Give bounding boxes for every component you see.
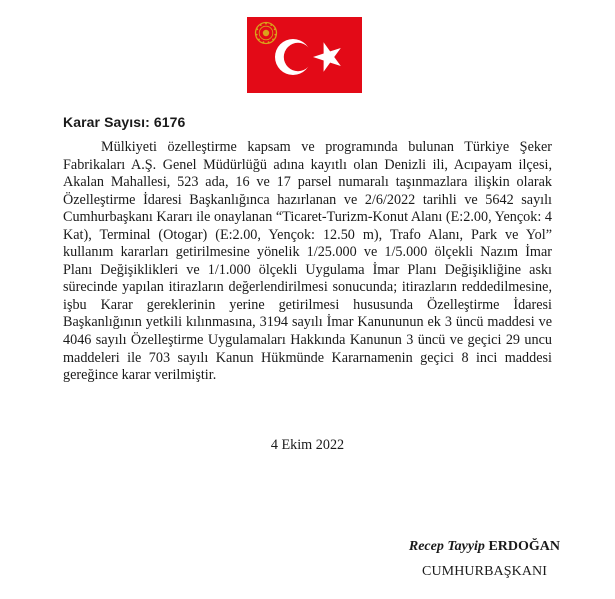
signer-name <box>330 539 560 555</box>
turkish-flag-icon <box>247 17 362 93</box>
signer-last-name: ERDOĞAN <box>488 539 560 554</box>
decree-body-paragraph: Mülkiyeti özelleştirme kapsam ve programında bulunan Türkiye Şeker Fabrikaları A.Ş. Genel Müdürlüğü adına kayıtlı olan Denizli ili, Acıpayam ilçesi, Akalan Mahallesi, 523 ada, 16 ve 17 parsel numaralı taşınmazlara ilişkin olarak Özelleştirme İdaresi Başkanlığınca hazırlanan ve 2/6/2022 tarihli ve 5642 sayılı Cumhurbaşkanı Kararı ile onaylanan “Ticaret-Turizm-Konut Alanı (E:2.00, Yençok: 4 Kat), Terminal (Otogar) (E:2.00, Yençok: 12.50 m), Trafo Alanı, Park ve Yol” kullanım kararları getirilmesine yönelik 1/25.000 ve 1/5.000 ölçekli Nazım İmar Planı Değişiklikleri ve 1/1.000 ölçekli Uygulama İmar Planı Değişikliğine askı sürecinde yapılan itirazların değerlendirilmesi sonucunda; itirazların reddedilmesine, işbu Karar gereklerinin yerine getirilmesi hususunda Özelleştirme İdaresi Başkanlığının yetkili kılınmasına, 3194 sayılı İmar Kanununun ek 3 üncü maddesi ve 4046 sayılı Özelleştirme Uygulamaları Hakkında Kanunun 3 üncü ve geçici 29 uncu maddeleri ile 703 sayılı Kanun Hükmünde Kararnamenin geçici 8 inci maddesi gereğince karar verilmiştir. <box>63 139 552 384</box>
decision-number: Karar Sayısı: 6176 <box>63 114 186 130</box>
signer-first-name: Recep Tayyip <box>408 539 485 554</box>
decree-date: 4 Ekim 2022 <box>270 437 345 453</box>
signer-title: CUMHURBAŞKANI <box>422 564 547 579</box>
